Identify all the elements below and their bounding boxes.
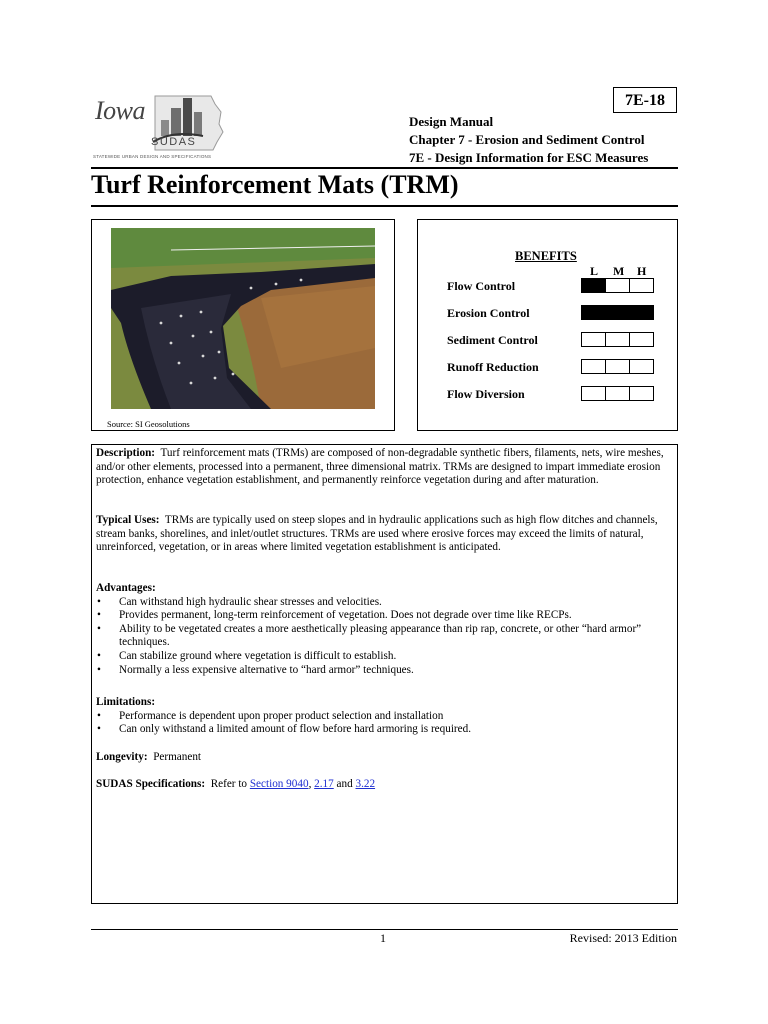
level-medium-label: M	[613, 264, 625, 278]
bullet-icon: •	[97, 595, 101, 608]
section-3-22-link[interactable]: 3.22	[355, 778, 376, 790]
longevity-label: Longevity:	[96, 751, 148, 763]
benefit-bar-flow-diversion	[581, 386, 654, 401]
level-cell	[630, 360, 653, 373]
description-label: Description:	[96, 447, 156, 459]
benefit-label-runoff-reduction: Runoff Reduction	[447, 360, 539, 374]
photo-source: Source: SI Geosolutions	[107, 419, 190, 429]
benefits-title: BENEFITS	[515, 249, 577, 263]
typical-uses-text: TRMs are typically used on steep slopes and in hydraulic applications such as high flow ditches and channels, stream banks, shorelines, and inlet/outlet structures. TRMs are used where erosive forces may exceed the limits of natural, unreinforced, vegetation, or in areas where limited vegetation establishment is anticipated.	[96, 514, 658, 554]
advantage-text: Can stabilize ground where vegetation is difficult to establish.	[119, 649, 397, 662]
specs-separator: ,	[308, 778, 312, 790]
page-number: 1	[380, 931, 386, 945]
sudas-logo	[93, 90, 228, 165]
specs-and: and	[336, 778, 353, 790]
level-cell	[582, 333, 606, 346]
advantage-item	[96, 609, 676, 623]
limitation-text: Performance is dependent upon proper product selection and installation	[119, 709, 444, 722]
limitation-text: Can only withstand a limited amount of flow before hard armoring is required.	[119, 723, 472, 736]
footer-rule	[91, 929, 678, 930]
advantage-item	[96, 596, 676, 610]
level-cell	[582, 387, 606, 400]
typical-uses-block	[96, 514, 676, 555]
level-cell	[606, 306, 630, 319]
level-cell	[606, 333, 630, 346]
benefit-label-flow-diversion: Flow Diversion	[447, 387, 525, 401]
title-rule	[91, 205, 678, 207]
bullet-icon: •	[97, 622, 101, 635]
doc-code: 7E-18	[613, 87, 677, 113]
level-cell	[606, 360, 630, 373]
benefit-bar-flow-control	[581, 278, 654, 293]
typical-uses-label: Typical Uses:	[96, 514, 160, 526]
trm-photo	[111, 228, 375, 409]
level-cell	[606, 279, 630, 292]
level-cell	[582, 306, 606, 319]
advantages-block	[96, 582, 676, 677]
limitation-item	[96, 710, 676, 724]
description-text: Turf reinforcement mats (TRMs) are composed of non-degradable synthetic fibers, filaments, nets, wire meshes, and/or other elements, processed into a permanent, three dimensional matrix. TRMs are designed to impart immediate erosion protection, enhance vegetation establishment, and permanently reinforce vegetation during and after maturation.	[96, 447, 664, 487]
chapter-name: Chapter 7 - Erosion and Sediment Control	[409, 132, 645, 147]
benefit-bar-erosion-control	[581, 305, 654, 320]
advantages-label: Advantages:	[96, 582, 156, 594]
level-cell	[630, 306, 653, 319]
logo-tagline: STATEWIDE URBAN DESIGN AND SPECIFICATIONS	[93, 154, 212, 159]
bullet-icon: •	[97, 723, 101, 736]
advantage-item	[96, 623, 676, 650]
benefit-label-sediment-control: Sediment Control	[447, 333, 538, 347]
bullet-icon: •	[97, 709, 101, 722]
advantage-text: Can withstand high hydraulic shear stresses and velocities.	[119, 595, 382, 608]
level-cell	[582, 279, 606, 292]
advantage-text: Normally a less expensive alternative to “hard armor” techniques.	[119, 663, 414, 676]
manual-name: Design Manual	[409, 114, 494, 129]
header-rule	[91, 167, 678, 169]
advantage-item	[96, 650, 676, 664]
logo-org: SUDAS	[151, 136, 197, 148]
bullet-icon: •	[97, 663, 101, 676]
specs-block	[96, 778, 676, 792]
level-high-label: H	[637, 264, 647, 278]
section-2-17-link[interactable]: 2.17	[314, 778, 334, 790]
specs-prefix: Refer to	[210, 778, 248, 790]
bullet-icon: •	[97, 609, 101, 622]
advantage-text: Provides permanent, long-term reinforcement of vegetation. Does not degrade over time like RECPs.	[119, 609, 572, 622]
advantage-text: Ability to be vegetated creates a more aesthetically pleasing appearance than rip rap, concrete, or other “hard armor” techniques.	[119, 622, 642, 649]
level-cell	[630, 279, 653, 292]
section-9040-link[interactable]: Section 9040	[249, 778, 309, 790]
benefit-label-flow-control: Flow Control	[447, 279, 516, 293]
level-cell	[582, 360, 606, 373]
level-cell	[630, 387, 653, 400]
page-title: Turf Reinforcement Mats (TRM)	[91, 170, 459, 199]
bullet-icon: •	[97, 649, 101, 662]
limitation-item	[96, 723, 676, 737]
benefit-bar-runoff-reduction	[581, 359, 654, 374]
longevity-value: Permanent	[153, 751, 202, 763]
level-low-label: L	[590, 264, 599, 278]
level-cell	[606, 387, 630, 400]
advantage-item	[96, 664, 676, 678]
longevity-block	[96, 751, 676, 765]
revised-edition: Revised: 2013 Edition	[569, 931, 677, 945]
logo-word: Iowa	[95, 96, 145, 125]
limitations-block	[96, 696, 676, 737]
trm-photo-graphic	[111, 228, 375, 409]
benefit-label-erosion-control: Erosion Control	[447, 306, 530, 320]
limitations-label: Limitations:	[96, 696, 156, 708]
description-block	[96, 447, 676, 488]
specs-label: SUDAS Specifications:	[96, 778, 206, 790]
level-cell	[630, 333, 653, 346]
section-name: 7E - Design Information for ESC Measures	[409, 150, 649, 165]
benefit-bar-sediment-control	[581, 332, 654, 347]
